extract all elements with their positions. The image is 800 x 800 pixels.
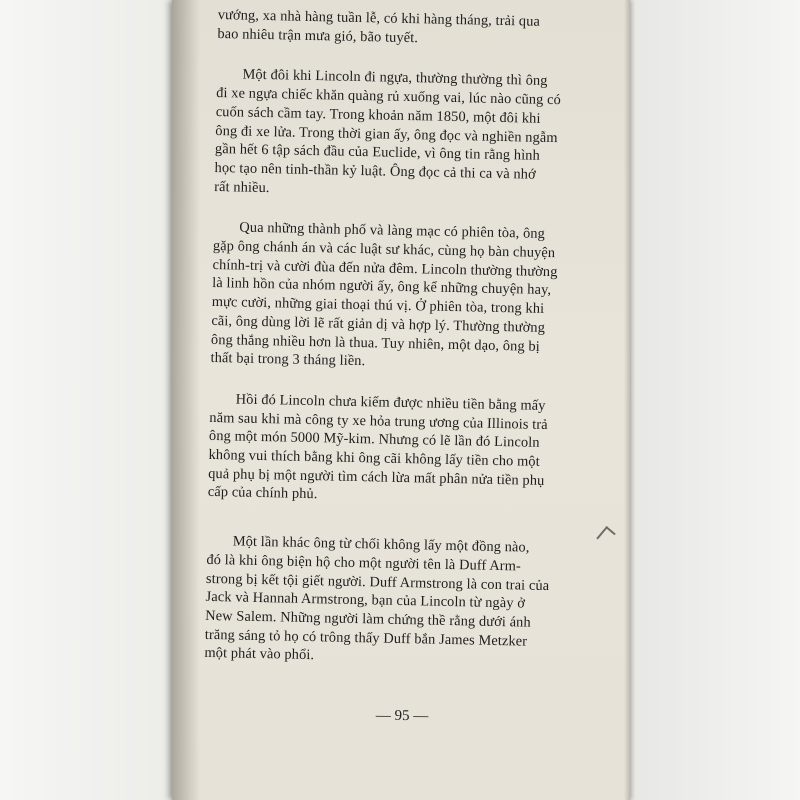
- book-page: [172, 0, 630, 800]
- text-line: rất nhiều.: [214, 178, 270, 196]
- background-right: [630, 0, 800, 800]
- text-line: mực cười, những giai thoại thú vị. Ở phiên tòa, trong khi: [211, 294, 545, 318]
- text-line: gặp ông chánh án và các luật sư khác, cùng họ bàn chuyện: [212, 237, 556, 262]
- text-line: vướng, xa nhà hàng tuần lễ, có khi hàng tháng, trải qua: [217, 6, 541, 30]
- text-line: là linh hồn của nhóm người ấy, ông kể những chuyện hay,: [212, 275, 552, 299]
- text-line: strong bị kết tội giết người. Duff Armstrong là con trai của: [205, 570, 550, 594]
- text-line: cãi, ông dùng lời lẽ rất giản dị và hợp lý. Thường thường: [211, 312, 546, 336]
- text-line: bao nhiêu trận mưa gió, bão tuyết.: [217, 25, 419, 46]
- text-line: một phát vào phổi.: [204, 645, 315, 664]
- paragraph-2: [214, 65, 609, 204]
- text-line: cấp của chính phủ.: [207, 484, 318, 503]
- text-line: không vui thích bằng khi ông cãi không lấy tiền cho một: [208, 446, 540, 470]
- text-line: Qua những thành phố và làng mạc có phiên tòa, ông: [239, 219, 546, 243]
- text-line: gần hết 6 tập sách đầu của Euclide, vì ông tin rằng hình: [214, 141, 541, 164]
- background-left: [0, 0, 172, 800]
- text-line: New Salem. Những người làm chứng thề rằng dưới ánh: [205, 607, 531, 631]
- text-line: ông đi xe lửa. Trong thời gian ấy, ông đọc và nghiền ngẫm: [215, 122, 558, 146]
- text-line: ông một món 5000 Mỹ-kim. Nhưng có lẽ lần đó Lincoln: [208, 428, 540, 452]
- paragraph-3: [210, 218, 605, 376]
- text-line: ông thắng nhiều hơn là thua. Tuy nhiên, một dạo, ông bị: [210, 331, 541, 355]
- text-line: Một đôi khi Lincoln đi ngựa, thường thường thì ông: [242, 66, 548, 90]
- page-number: — 95 —: [375, 707, 429, 725]
- paragraph-5: [204, 532, 599, 671]
- text-line: đi xe ngựa chiếc khăn quàng rủ xuống vai, lúc nào cũng có: [216, 85, 562, 109]
- text-line: Jack và Hannah Armstrong, bạn của Lincoln từ ngày ở: [205, 589, 526, 612]
- text-line: quả phụ bị một người tìm cách lừa mất phân nửa tiền phụ: [208, 465, 545, 489]
- text-line: Hồi đó Lincoln chưa kiếm được nhiều tiền bằng mấy: [235, 391, 546, 414]
- text-line: Một lần khác ông từ chối không lấy một đồng nào,: [232, 533, 530, 556]
- text-line: đó là khi ông biện hộ cho một người tên là Duff Arm-: [206, 551, 522, 575]
- page-text: [204, 6, 610, 671]
- text-line: học tạo nên tinh-thần kỷ luật. Ông đọc cả thi ca và nhớ: [214, 159, 536, 183]
- paragraph-4: [208, 390, 602, 510]
- text-line: năm sau khi mà công ty xe hỏa trung ương của Illinois trả: [209, 409, 548, 433]
- text-line: trăng sáng tỏ họ có trông thấy Duff bắn James Metzker: [204, 626, 528, 650]
- text-line: chính-trị và cười đùa đến nửa đêm. Lincoln thường thường: [212, 256, 558, 280]
- text-line: cuốn sách cầm tay. Trong khoản năm 1850, một đôi khi: [215, 103, 541, 127]
- text-line: thất bại trong 3 tháng liền.: [210, 350, 366, 370]
- ink-mark: [596, 526, 615, 546]
